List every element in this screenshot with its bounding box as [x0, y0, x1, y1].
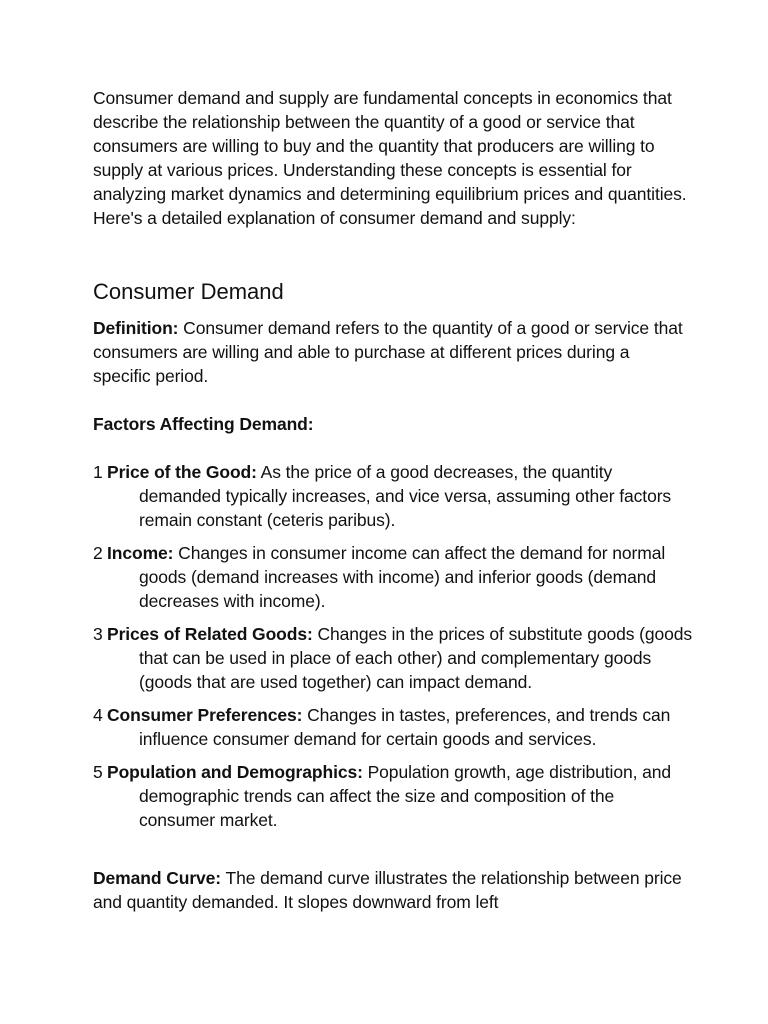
- list-item-label: Population and Demographics:: [107, 762, 363, 782]
- list-item: [93, 460, 693, 532]
- list-item-number: 2: [93, 543, 103, 563]
- list-item-label: Consumer Preferences:: [107, 705, 303, 725]
- list-item-number: 1: [93, 462, 103, 482]
- demand-curve-text: The demand curve illustrates the relationship between price and quantity demanded. It slopes downward from left: [93, 868, 682, 912]
- list-item-number: 4: [93, 705, 103, 725]
- list-item-number: 3: [93, 624, 103, 644]
- demand-curve-paragraph: [93, 866, 693, 914]
- factors-list: [93, 460, 693, 841]
- definition-paragraph: [93, 316, 683, 388]
- demand-curve-label: Demand Curve:: [93, 868, 222, 888]
- intro-paragraph: Consumer demand and supply are fundamental concepts in economics that describe the relationship between the quantity of a good or service that consumers are willing to buy and the quantity that producers are willing to supply at various prices. Understanding these concepts is essential for analyzing market dynamics and determining equilibrium prices and quantities. Here's a detailed explanation of consumer demand and supply:: [93, 88, 687, 228]
- list-item-text: Changes in consumer income can affect the demand for normal goods (demand increases with income) and inferior goods (demand decreases with income).: [139, 543, 666, 611]
- definition-label: Definition:: [93, 318, 179, 338]
- list-item-text: As the price of a good decreases, the quantity demanded typically increases, and vice versa, assuming other factors remain constant (ceteris paribus).: [139, 462, 672, 530]
- list-item-label: Income:: [107, 543, 174, 563]
- list-item-text: Changes in tastes, preferences, and trends can influence consumer demand for certain goods and services.: [139, 705, 671, 749]
- list-item-number: 5: [93, 762, 103, 782]
- factors-title: Factors Affecting Demand:: [93, 414, 314, 434]
- document-page: [93, 86, 693, 912]
- list-item: [93, 541, 693, 613]
- definition-text: Consumer demand refers to the quantity of a good or service that consumers are willing and able to purchase at different prices during a specific period.: [93, 318, 683, 386]
- list-item: [93, 622, 693, 694]
- list-item-label: Price of the Good:: [107, 462, 257, 482]
- list-item-label: Prices of Related Goods:: [107, 624, 313, 644]
- list-item-text: Population growth, age distribution, and demographic trends can affect the size and composition of the consumer market.: [139, 762, 672, 830]
- list-item: [93, 760, 693, 832]
- list-item-text: Changes in the prices of substitute goods (goods that can be used in place of each other) and complementary goods (goods that are used together) can impact demand.: [139, 624, 693, 692]
- list-item: [93, 703, 693, 751]
- section-heading-consumer-demand: Consumer Demand: [93, 279, 284, 304]
